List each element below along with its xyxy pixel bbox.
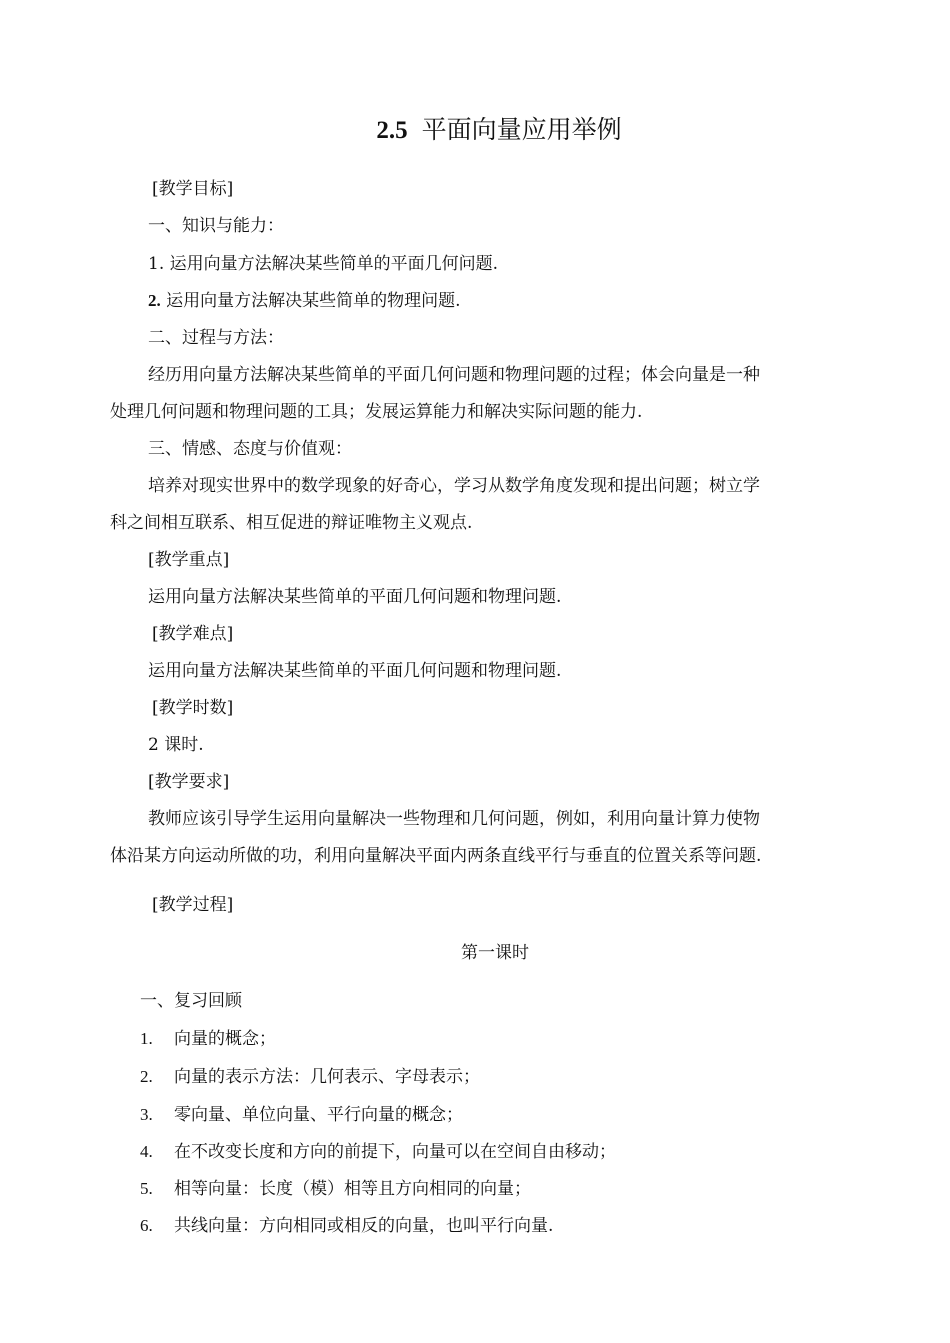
knowledge-item-1-num: 1.: [148, 254, 165, 274]
lesson-one-heading: 第一课时: [461, 943, 529, 963]
review-item-text: 相等向量：长度（模）相等且方向相同的向量；: [174, 1179, 531, 1199]
knowledge-item-1-text: 运用向量方法解决某些简单的平面几何问题.: [169, 254, 499, 274]
review-item-text: 共线向量：方向相同或相反的向量，也叫平行向量.: [174, 1216, 554, 1236]
knowledge-item-2-text: 运用向量方法解决某些简单的物理问题.: [166, 291, 461, 311]
requirements-heading: [教学要求]: [148, 772, 230, 792]
knowledge-item-2: [148, 290, 461, 312]
review-item-text: 零向量、单位向量、平行向量的概念；: [174, 1105, 463, 1125]
review-item: [140, 1215, 553, 1237]
review-item-num: 3.: [140, 1105, 153, 1124]
review-item-num: 5.: [140, 1179, 153, 1198]
review-item: [140, 1028, 276, 1050]
review-item: [140, 1178, 531, 1200]
review-item-text: 在不改变长度和方向的前提下，向量可以在空间自由移动；: [174, 1142, 616, 1162]
emotion-paragraph-line-1: 培养对现实世界中的数学现象的好奇心，学习从数学角度发现和提出问题；树立学: [148, 476, 760, 496]
process-method-heading: 二、过程与方法：: [148, 328, 284, 348]
difficulties-heading: [教学难点]: [152, 624, 234, 644]
page-title: [0, 110, 950, 146]
key-points-text: 运用向量方法解决某些简单的平面几何问题和物理问题.: [148, 587, 562, 607]
title-text: 平面向量应用举例: [421, 115, 622, 144]
title-number: 2.5: [376, 117, 408, 144]
knowledge-heading: 一、知识与能力：: [148, 216, 284, 236]
review-item-num: 2.: [140, 1067, 153, 1086]
objectives-heading: [教学目标]: [152, 179, 234, 199]
hours-text: 2 课时.: [148, 735, 204, 755]
review-item: [140, 1066, 480, 1088]
emotion-paragraph-line-2: 科之间相互联系、相互促进的辩证唯物主义观点.: [110, 513, 473, 533]
review-item: [140, 1104, 463, 1126]
hours-heading: [教学时数]: [152, 698, 234, 718]
process-method-paragraph-line-1: 经历用向量方法解决某些简单的平面几何问题和物理问题的过程；体会向量是一种: [148, 365, 760, 385]
key-points-heading: [教学重点]: [148, 550, 230, 570]
review-heading: 一、复习回顾: [140, 991, 242, 1011]
review-item-num: 4.: [140, 1142, 153, 1161]
review-item-text: 向量的概念；: [174, 1029, 276, 1049]
process-method-paragraph-line-2: 处理几何问题和物理问题的工具；发展运算能力和解决实际问题的能力.: [110, 402, 643, 422]
difficulties-text: 运用向量方法解决某些简单的平面几何问题和物理问题.: [148, 661, 562, 681]
review-item-text: 向量的表示方法：几何表示、字母表示；: [174, 1067, 480, 1087]
review-item-num: 6.: [140, 1216, 153, 1235]
review-item: [140, 1141, 616, 1163]
knowledge-item-1: [148, 253, 498, 275]
requirements-paragraph-line-2: 体沿某方向运动所做的功，利用向量解决平面内两条直线平行与垂直的位置关系等问题.: [110, 846, 762, 866]
emotion-heading: 三、情感、态度与价值观：: [148, 439, 352, 459]
teaching-process-heading: [教学过程]: [152, 895, 234, 915]
knowledge-item-2-num: 2.: [148, 291, 161, 310]
review-item-num: 1.: [140, 1029, 153, 1048]
requirements-paragraph-line-1: 教师应该引导学生运用向量解决一些物理和几何问题，例如，利用向量计算力使物: [148, 809, 760, 829]
